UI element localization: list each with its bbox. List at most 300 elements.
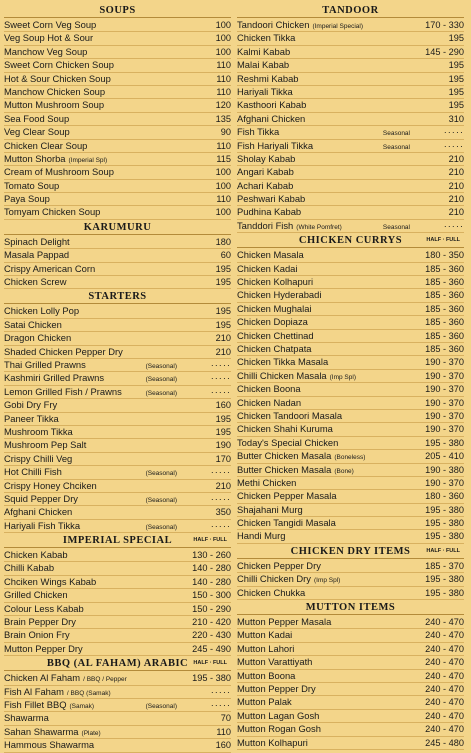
menu-item [4,699,231,712]
menu-item [237,153,464,166]
section-title-imperial-special [4,534,231,548]
menu-item-name-wrap [237,153,416,165]
menu-item-price: ····· [210,373,231,384]
menu-item [237,263,464,276]
menu-item-name: Butter Chicken Masala [237,450,332,462]
menu-item [4,480,231,493]
menu-item-price: 195 [215,263,231,274]
menu-item-name-wrap [4,562,183,574]
menu-item [237,573,464,586]
menu-item-price: ····· [210,467,231,478]
menu-item [4,99,231,112]
menu-item-name-wrap [4,386,122,398]
menu-item-name: Chicken Kolhapuri [237,276,314,288]
menu-item-price: 150 - 300 [192,590,231,601]
menu-item-name-wrap [4,206,183,218]
menu-item-name: Hot & Sour Chicken Soup [4,72,111,84]
menu-item [237,723,464,736]
menu-item [4,576,231,589]
menu-item [4,466,231,479]
section-title-bbq-al-faham-arabic [4,657,231,671]
menu-item [237,464,464,477]
menu-item-price: 120 [215,100,231,111]
seasonal-note: Seasonal [382,223,410,231]
menu-item-name: Afghani Chicken [237,112,306,124]
menu-item-name-wrap [237,316,416,328]
menu-item-name: Fish Fillet BBQ [4,698,67,710]
menu-item [4,346,231,359]
menu-item-price: 180 [215,236,231,247]
menu-item-name-wrap [4,466,122,478]
menu-item-name-wrap [4,140,183,152]
menu-item [4,59,231,72]
menu-item-name-wrap [237,517,416,529]
menu-item-name-wrap [237,180,416,192]
menu-item [237,140,464,153]
menu-item-subnote: (Imp Spl) [313,577,341,585]
menu-item-name-wrap [4,276,183,288]
menu-item-price: 130 - 260 [192,550,231,561]
menu-item [237,490,464,503]
menu-item-price: 240 - 470 [425,710,464,721]
menu-item-name-wrap [4,712,183,724]
menu-item [4,332,231,345]
menu-item-price: 195 [448,33,464,44]
menu-item-name: Dragon Chicken [4,332,72,344]
menu-item-name-wrap [237,587,416,599]
menu-item-name-wrap [237,206,416,218]
half-full-header: HALF · FULL [426,547,460,554]
menu-item [237,410,464,423]
menu-item [4,206,231,219]
menu-item [4,739,231,752]
menu-item-name: Chicken Chatpata [237,342,312,354]
menu-item-name: Kasthoori Kabab [237,99,307,111]
menu-item-name-wrap [237,737,416,749]
menu-item-name: Spinach Delight [4,235,70,247]
menu-item-name: Fish Hariyali Tikka [237,139,314,151]
menu-item [237,477,464,490]
menu-item [4,113,231,126]
menu-item-price: 210 [448,153,464,164]
menu-item [237,330,464,343]
seasonal-note: (Seasonal) [145,496,177,504]
section-title-text: CHICKEN DRY ITEMS [290,545,411,557]
menu-item-name-wrap [4,249,183,261]
menu-item [4,453,231,466]
menu-item-name: Tanddori Fish [237,219,294,231]
menu-item [4,439,231,452]
menu-item-name: Shaded Chicken Pepper Dry [4,345,123,357]
menu-item [237,113,464,126]
menu-item-price: 195 [448,86,464,97]
menu-item-name-wrap [237,450,416,464]
menu-item-price: 350 [215,507,231,518]
menu-item-name-wrap [4,372,122,384]
menu-item-name: Angari Kabab [237,166,294,178]
menu-item-name: Crispy Honey Chciken [4,479,97,491]
menu-item-name: Chicken Kadai [237,262,298,274]
menu-item-name: Chilli Chicken Dry [237,573,311,585]
menu-item-name-wrap [237,683,416,695]
menu-item-price: 185 - 370 [425,560,464,571]
menu-item-name-wrap [4,346,183,358]
menu-item-name-wrap [237,193,416,205]
menu-item-name: Tomyam Chicken Soup [4,206,101,218]
menu-item [237,343,464,356]
menu-item [4,643,231,656]
menu-item-price: 190 - 370 [425,384,464,395]
menu-item-name-wrap [4,686,183,700]
menu-item-name: Tomato Soup [4,179,60,191]
menu-item-name-wrap [237,504,416,516]
menu-item [237,437,464,450]
menu-item-name-wrap [237,464,416,478]
menu-item [237,289,464,302]
section-title-text: TANDOOR [322,5,379,16]
menu-item [237,220,464,233]
menu-item-name-wrap [237,383,416,395]
menu-item-price: 70 [220,713,231,724]
menu-item-name: Chilli Chicken Masala [237,369,327,381]
menu-item-price: 195 - 380 [425,518,464,529]
menu-item [4,319,231,332]
section-title-tandoor [237,4,464,18]
menu-item-name: Thai Grilled Prawns [4,358,86,370]
menu-item-price: 240 - 470 [425,643,464,654]
menu-item-name: Chicken Tandoori Masala [237,409,343,421]
menu-item-price: 195 [448,100,464,111]
section-title-text: IMPERIAL SPECIAL [62,535,173,547]
menu-item [4,305,231,318]
menu-item-name-wrap [237,723,416,735]
menu-item-name-wrap [4,180,183,192]
menu-item-name-wrap [4,699,122,713]
menu-item [237,560,464,573]
menu-item-price: 190 - 370 [425,410,464,421]
menu-item-name: Chicken Lolly Pop [4,305,80,317]
menu-item [4,520,231,533]
menu-item-name: Squid Pepper Dry [4,492,78,504]
menu-item-price: 110 [216,60,231,71]
menu-item-name-wrap [237,113,416,125]
menu-item [4,19,231,32]
menu-item-name: Grilled Chicken [4,589,68,601]
seasonal-note: (Seasonal) [145,389,177,397]
menu-item-price: 90 [220,127,231,138]
menu-item-name: Manchow Veg Soup [4,45,88,57]
menu-item [237,696,464,709]
menu-item-subnote: (White Pomfret) [296,223,342,231]
menu-item-name: Butter Chicken Masala [237,463,332,475]
menu-item-price: 185 - 360 [425,290,464,301]
menu-item [4,276,231,289]
menu-item-name: Mutton Mushroom Soup [4,99,105,111]
menu-item-name-wrap [4,439,183,451]
menu-item-name: Chciken Wings Kabab [4,575,97,587]
menu-item-name-wrap [4,506,183,518]
menu-item-name: Mutton Pepper Dry [237,682,316,694]
menu-item-subnote: (Bone) [334,467,354,475]
menu-item-price: 195 [448,60,464,71]
half-full-header: HALF · FULL [426,237,460,244]
menu-item-name-wrap [4,576,183,588]
menu-item [237,59,464,72]
menu-item [4,603,231,616]
menu-item-price: 140 - 280 [192,576,231,587]
menu-column-right [237,3,464,748]
menu-item-name: Chilli Kabab [4,562,55,574]
menu-item-name: Achari Kabab [237,179,294,191]
menu-item-name-wrap [237,126,355,138]
menu-item-subnote: / BBQ / Pepper [83,676,127,684]
menu-item-price: 210 - 420 [192,617,231,628]
menu-item-name-wrap [237,643,416,655]
menu-item [4,359,231,372]
menu-item-price: 60 [220,250,231,261]
menu-item [237,73,464,86]
menu-item-name: Veg Clear Soup [4,126,70,138]
menu-item [237,423,464,436]
menu-item-name: Pudhina Kabab [237,206,302,218]
menu-item-price: 115 [216,153,231,164]
menu-item-name-wrap [4,426,183,438]
seasonal-note: (Seasonal) [145,523,177,531]
menu-item-name-wrap [4,86,183,98]
menu-item [237,166,464,179]
menu-item [237,193,464,206]
menu-item [237,180,464,193]
menu-item-name: Chicken Al Faham [4,672,81,684]
menu-item [4,562,231,575]
section-title-text: KARUMURU [83,221,152,233]
menu-item [4,549,231,562]
menu-item-name-wrap [4,493,122,505]
menu-item [4,399,231,412]
menu-item [237,530,464,543]
menu-item [4,236,231,249]
seasonal-note: (Seasonal) [145,702,177,710]
menu-item-price: ····· [210,699,231,710]
menu-item-name-wrap [4,332,183,344]
menu-item [4,46,231,59]
menu-item-price: 160 [215,400,231,411]
menu-item-name: Brain Pepper Dry [4,616,76,628]
menu-item-name: Mutton Boona [237,669,296,681]
menu-item-price: 195 [215,319,231,330]
menu-item-name: Fish Tikka [237,126,280,138]
menu-item-name: Sholay Kabab [237,152,296,164]
menu-item-price: 170 [215,453,231,464]
menu-item [237,19,464,32]
menu-item-name: Shawarma [4,712,49,724]
menu-item-name-wrap [237,560,416,572]
menu-item-subnote: (Imperial Special) [312,23,364,30]
section-title-text: STARTERS [88,291,147,303]
menu-item-name: Brain Onion Fry [4,629,70,641]
menu-item [237,99,464,112]
section-title-soups [4,4,231,18]
menu-item [4,372,231,385]
menu-item-price: 100 [215,207,231,218]
menu-item-name-wrap [4,32,183,44]
menu-column-left [4,3,231,751]
menu-item-name: Hariyali Fish Tikka [4,519,81,531]
menu-item [4,589,231,602]
menu-item-name-wrap [4,520,122,532]
menu-item-name-wrap [4,453,183,465]
menu-item-name-wrap [4,193,183,205]
menu-item-price: 240 - 470 [425,630,464,641]
menu-item-name-wrap [237,303,416,315]
menu-item-price: 195 - 380 [425,574,464,585]
menu-item [237,46,464,59]
menu-item-price: ····· [210,359,231,370]
menu-item-price: 190 [215,440,231,451]
menu-item-name-wrap [4,739,183,751]
menu-item-price: 190 - 370 [425,477,464,488]
menu-item-price: 195 [448,73,464,84]
menu-item [237,316,464,329]
menu-item-name-wrap [237,73,416,85]
menu-item-name: Chicken Pepper Masala [237,490,337,502]
menu-item-price: 185 - 360 [425,303,464,314]
menu-item-name: Chicken Chettinad [237,329,314,341]
menu-item [237,683,464,696]
menu-item-name: Chicken Screw [4,276,67,288]
seasonal-note: (Seasonal) [145,470,177,478]
menu-item-subnote: (Plate) [81,729,101,737]
menu-item [4,629,231,642]
menu-item [4,616,231,629]
menu-item-name-wrap [4,126,183,138]
menu-item [4,140,231,153]
menu-item [4,249,231,262]
menu-item-name: Colour Less Kabab [4,602,84,614]
menu-item-name: Lemon Grilled Fish / Prawns [4,385,122,397]
menu-item [4,86,231,99]
menu-item-price: 170 - 330 [425,20,464,30]
menu-item-name: Mutton Kadai [237,629,293,641]
menu-item [237,356,464,369]
menu-item-name: Sea Food Soup [4,112,70,124]
menu-item-name-wrap [4,236,183,248]
section-title-text: SOUPS [99,5,136,16]
menu-item-name-wrap [4,616,183,628]
menu-item-price: 185 - 360 [425,263,464,274]
menu-item-name-wrap [237,140,355,152]
menu-item-name: Hammous Shawarma [4,739,95,751]
menu-item [4,506,231,519]
menu-item-name: Chicken Boona [237,383,301,395]
menu-item [237,504,464,517]
menu-item-price: 150 - 290 [192,603,231,614]
seasonal-note: Seasonal [382,130,410,138]
menu-item [237,629,464,642]
menu-item [237,303,464,316]
menu-item-name: Manchow Chicken Soup [4,85,106,97]
menu-item-name-wrap [237,696,416,708]
menu-item-price: ····· [210,386,231,397]
menu-item-price: 185 - 360 [425,330,464,341]
menu-item-price: 195 [215,426,231,437]
menu-item [4,493,231,506]
menu-item-price: 210 [448,207,464,218]
menu-item-price: 100 [215,33,231,44]
menu-item-price: 185 - 360 [425,277,464,288]
menu-item-name-wrap [4,113,183,125]
menu-item-price: 310 [448,113,464,124]
menu-item-name-wrap [4,603,183,615]
menu-item-price: 190 - 370 [425,397,464,408]
menu-item-price: 210 [448,180,464,191]
menu-item-name: Masala Pappad [4,249,70,261]
menu-item-name: Afghani Chicken [4,506,73,518]
menu-item-price: 220 - 430 [192,630,231,641]
menu-item [237,656,464,669]
menu-item [237,517,464,530]
menu-item-name-wrap [4,153,183,167]
menu-item [237,32,464,45]
menu-item-name-wrap [237,343,416,355]
menu-item-name: Mutton Rogan Gosh [237,723,321,735]
menu-item-name-wrap [237,276,416,288]
menu-item [237,397,464,410]
menu-item-name: Chicken Masala [237,249,304,261]
menu-item-name: Veg Soup Hot & Sour [4,32,94,44]
menu-item-name: Crispy American Corn [4,262,96,274]
menu-item-price: 205 - 410 [425,451,464,462]
menu-item-name: Malai Kabab [237,59,290,71]
menu-item-price: 110 [216,140,231,151]
menu-item-name-wrap [4,549,183,561]
menu-item-name: Paya Soup [4,193,50,205]
menu-item-name-wrap [4,319,183,331]
menu-item-price: 195 - 380 [425,437,464,448]
menu-item-price: 180 - 350 [425,250,464,261]
menu-item-name-wrap [237,437,416,449]
menu-item-name-wrap [237,477,416,489]
menu-item [4,712,231,725]
menu-item-name: Kashmiri Grilled Prawns [4,372,105,384]
menu-item-price: ····· [443,127,464,138]
menu-item-name: Paneer Tikka [4,412,59,424]
menu-item-price: ····· [210,686,231,697]
menu-item-price: 190 - 370 [425,357,464,368]
menu-item-name-wrap [237,289,416,301]
menu-item-price: 100 [215,20,231,30]
menu-item-name-wrap [4,413,183,425]
menu-item-name-wrap [237,423,416,435]
menu-item [4,426,231,439]
menu-item-name: Sahan Shawarma [4,725,79,737]
menu-item-name-wrap [4,59,183,71]
menu-item-subnote: / BBQ (Samak) [66,689,111,697]
menu-item-name-wrap [237,46,416,58]
menu-item-name: Tandoori Chicken [237,19,310,30]
menu-item [237,86,464,99]
menu-item [4,193,231,206]
menu-item [4,386,231,399]
menu-item-price: 135 [215,113,231,124]
menu-item-name-wrap [237,670,416,682]
menu-item [4,672,231,685]
menu-item-name-wrap [237,356,416,368]
menu-item-name: Chicken Tikka [237,32,296,44]
menu-item-price: 100 [215,46,231,57]
menu-item-name: Mutton Lahori [237,642,295,654]
menu-item-price: 210 [215,480,231,491]
